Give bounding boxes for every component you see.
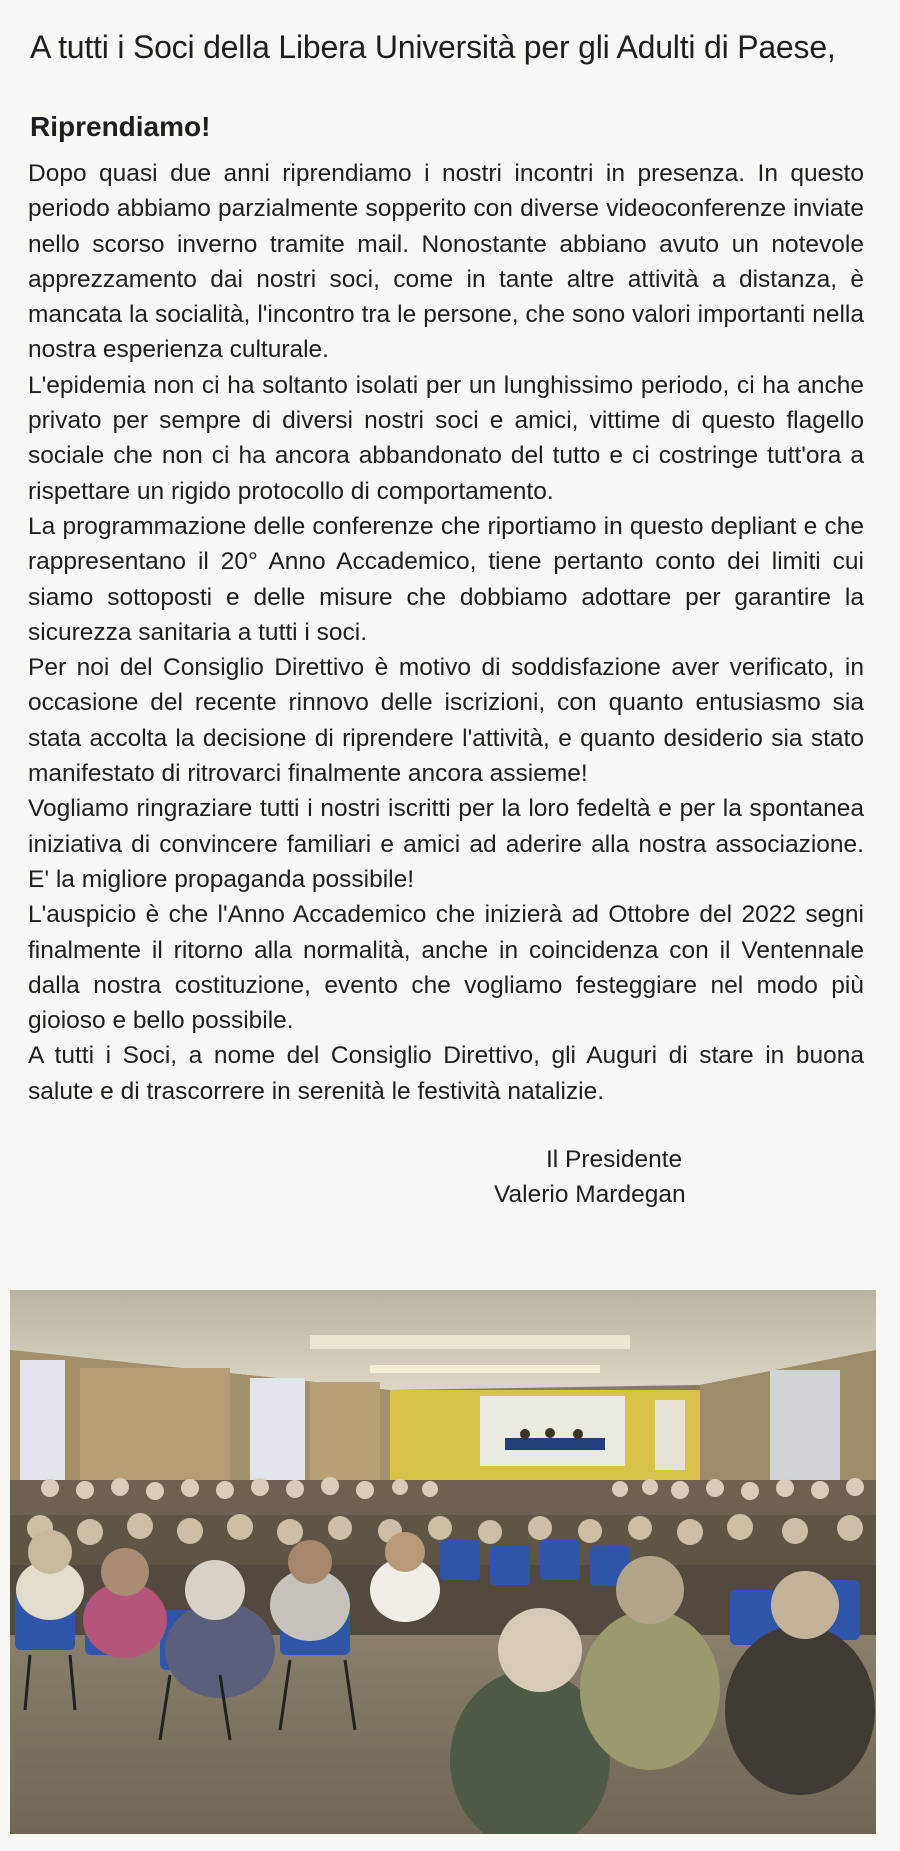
letter-body [28,156,864,1109]
photo-illustration [10,1290,876,1834]
speakers-table [505,1438,605,1450]
signature-name: Valerio Mardegan [494,1181,686,1208]
window [20,1360,65,1500]
ceiling-light [370,1365,600,1373]
window [770,1370,840,1495]
curtain [80,1368,230,1493]
conference-audience-photo [10,1290,876,1834]
letter-paragraph: A tutti i Soci, a nome del Consiglio Direttivo, gli Auguri di stare in buona salute e di trascorrere in serenità le festività natalizie. [28,1042,864,1105]
letter-greeting: A tutti i Soci della Libera Università per gli Adulti di Paese, [30,29,836,65]
ceiling-light [310,1335,630,1349]
letter-paragraph: Vogliamo ringraziare tutti i nostri iscritti per la loro fedeltà e per la spontanea iniziativa di convincere familiari e amici ad aderire alla nostra associazione. E' la migliore propaganda possibile! [28,795,864,893]
letter-paragraph: L'auspicio è che l'Anno Accademico che inizierà ad Ottobre del 2022 segni finalmente il ritorno alla normalità, anche in coincidenza con il Ventennale dalla nostra costituzione, evento che vogliamo festeggiare nel modo più gioioso e bello possibile. [28,901,864,1035]
curtain [310,1382,380,1482]
letter-paragraph: Per noi del Consiglio Direttivo è motivo di soddisfazione aver verificato, in occasione del recente rinnovo delle iscrizioni, con quanto entusiasmo sia stata accolta la decisione di riprendere l'attività, e quanto desiderio sia stato manifestato di ritrovarci finalmente ancora assieme! [28,654,864,788]
signature-block [494,1142,686,1212]
letter-heading: Riprendiamo! [30,111,211,142]
letter-paragraph: L'epidemia non ci ha soltanto isolati per un lunghissimo periodo, ci ha anche privato per sempre di diversi nostri soci e amici, vittime di questo flagello sociale che non ci ha ancora abbandonato del tutto e ci costringe tutt'ora a rispettare un rigido protocollo di comportamento. [28,371,864,505]
signature-title: Il Presidente [546,1146,683,1173]
letter-paragraph: La programmazione delle conferenze che riportiamo in questo depliant e che rappresentano il 20° Anno Accademico, tiene pertanto conto dei limiti cui siamo sottoposti e delle misure che dobbiamo adottare per garantire la sicurezza sanitaria a tutti i soci. [28,512,864,646]
letter-paragraph: Dopo quasi due anni riprendiamo i nostri incontri in presenza. In questo periodo abbiamo parzialmente sopperito con diverse videoconferenze inviate nello scorso inverno tramite mail. Nonostante abbiano avuto un notevole apprezzamento dai nostri soci, come in tante altre attività a distanza, è mancata la socialità, l'incontro tra le persone, che sono valori importanti nella nostra esperienza culturale. [28,160,864,364]
panel [655,1400,685,1470]
window [250,1378,305,1488]
